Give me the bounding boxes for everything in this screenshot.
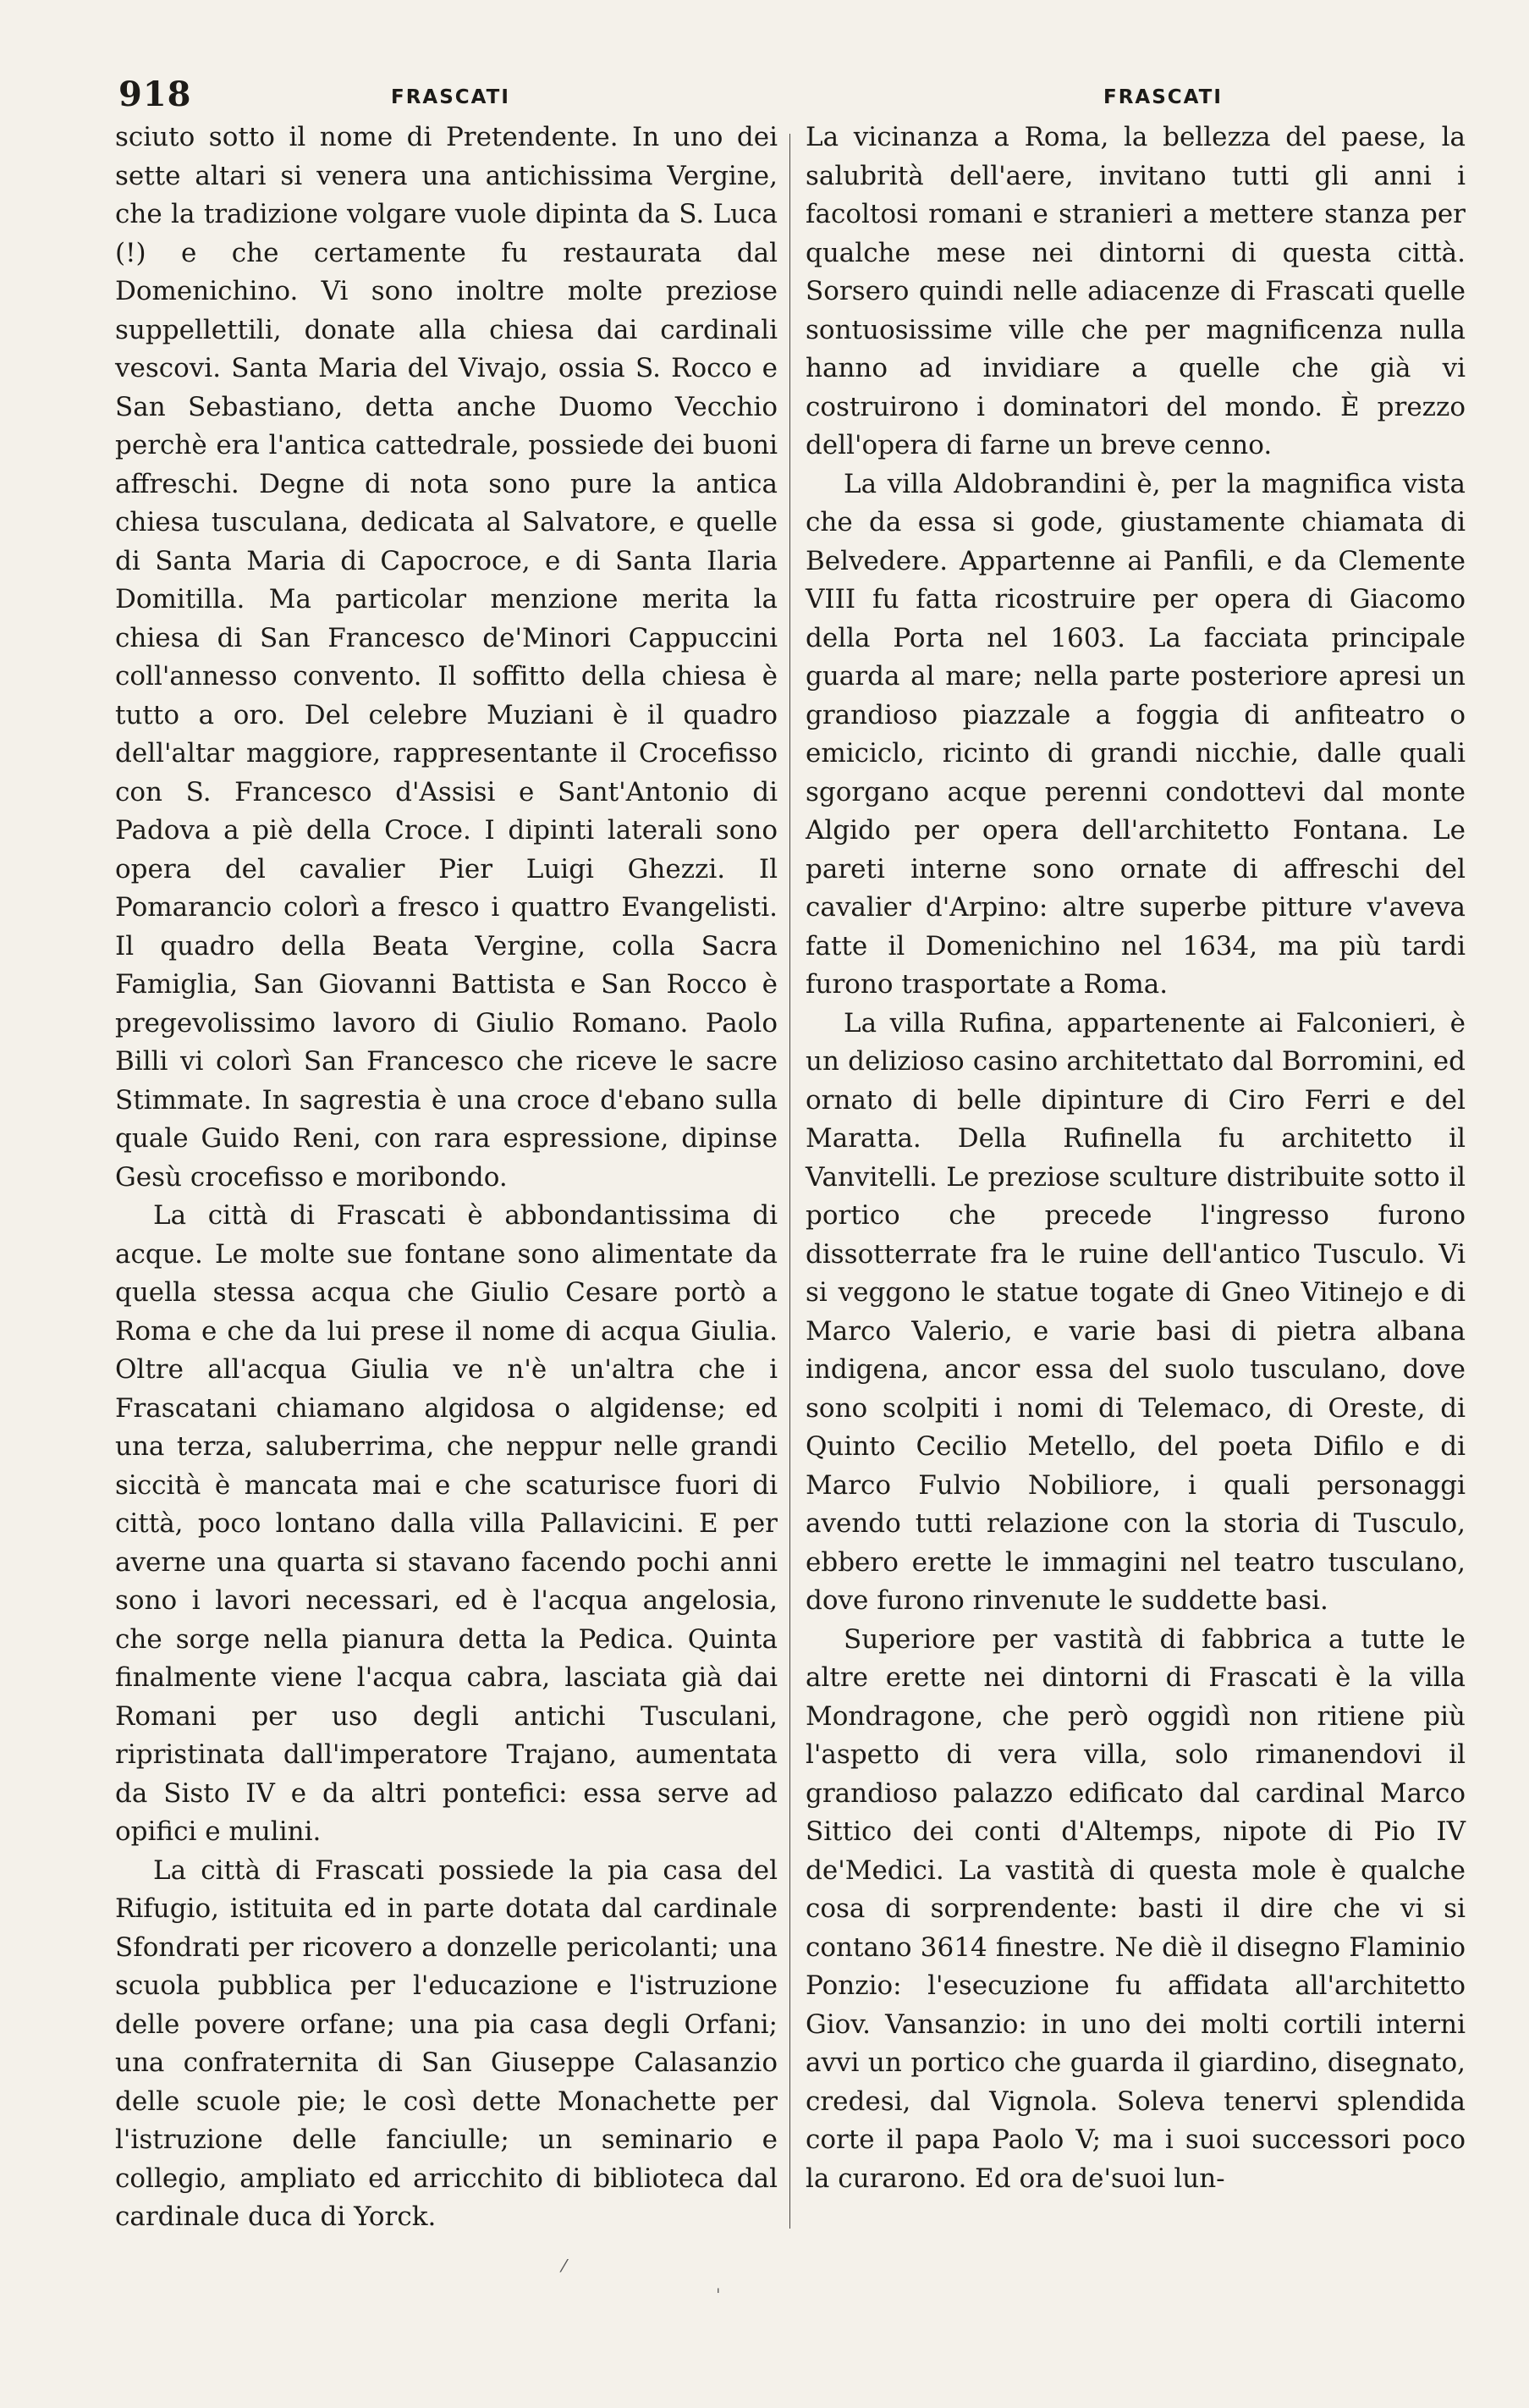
paragraph: sciuto sotto il nome di Pretendente. In uno dei sette altari si venera una antichissima Vergine, che la tradizione volgare vuole dipinta da S. Luca (!) e che certamente fu restaurata dal Domenichino. Vi sono inoltre molte preziose suppellettili, donate alla chiesa dai cardinali vescovi. Santa Maria del Vivajo, ossia S. Rocco e San Sebastiano, detta anche Duomo Vecchio perchè era l'antica cattedrale, possiede dei buoni affreschi. Degne di nota sono pure la antica chiesa tusculana, dedicata al Salvatore, e quelle di Santa Maria di Capocroce, e di Santa Ilaria Domitilla. Ma particolar menzione merita la chiesa di San Francesco de'Minori Cappuccini coll'annesso convento. Il soffitto della chiesa è tutto a oro. Del celebre Muziani è il quadro dell'altar maggiore, rappresentante il Crocefisso con S. Francesco d'Assisi e Sant'Antonio di Padova a piè della Croce. I dipinti laterali sono opera del cavalier Pier Luigi Ghezzi. Il Pomarancio colorì a fresco i quattro Evangelisti. Il quadro della Beata Vergine, colla Sacra Famiglia, San Giovanni Battista e San Rocco è pregevolissimo lavoro di Giulio Romano. Paolo Billi vi colorì San Francesco che riceve le sacre Stimmate. In sagrestia è una croce d'ebano sulla quale Guido Reni, con rara espressione, dipinse Gesù crocefisso e moribondo.	[115, 122, 778, 1193]
right-column	[806, 118, 1466, 2198]
paragraph: La città di Frascati possiede la pia casa del Rifugio, istituita ed in parte dotata dal cardinale Sfondrati per ricovero a donzelle pericolanti; una scuola pubblica per l'educazione e l'istruzione delle povere orfane; una pia casa degli Orfani; una confraternita di San Giuseppe Calasanzio delle scuole pie; le così dette Monachette per l'istruzione delle fanciulle; un seminario e collegio, ampliato ed arricchito di biblioteca dal cardinale duca di Yorck.	[115, 1854, 778, 2232]
paragraph: Superiore per vastità di fabbrica a tutte le altre erette nei dintorni di Frascati è la villa Mondragone, che però oggidì non ritiene più l'aspetto di vera villa, solo rimanendovi il grandioso palazzo edificato dal cardinal Marco Sittico dei conti d'Altemps, nipote di Pio IV de'Medici. La vastità di questa mole è qualche cosa di sorprendente: basti il dire che vi si contano 3614 finestre. Ne diè il disegno Flaminio Ponzio: l'esecuzione fu affidata all'architetto Giov. Vansanzio: in uno dei molti cortili interni avvi un portico che guarda il giardino, disegnato, credesi, dal Vignola. Soleva tenervi splendida corte il papa Paolo V; ma i suoi successori poco la curarono. Ed ora de'suoi lun-	[806, 1623, 1466, 2194]
paragraph: La villa Rufina, appartenente ai Falconieri, è un delizioso casino architettato dal Borromini, ed ornato di belle dipinture di Ciro Ferri e del Maratta. Della Rufinella fu architetto il Vanvitelli. Le preziose sculture distribuite sotto il portico che precede l'ingresso furono dissotterrate fra le ruine dell'antico Tusculo. Vi si veggono le statue togate di Gneo Vitinejo e di Marco Valerio, e varie basi di pietra albana indigena, ancor essa del suolo tusculano, dove sono scolpiti i nomi di Telemaco, di Oreste, di Quinto Cecilio Metello, del poeta Difilo e di Marco Fulvio Nobiliore, i quali personaggi avendo tutti relazione con la storia di Tusculo, ebbero erette le immagini nel teatro tusculano, dove furono rinvenute le suddette basi.	[806, 1007, 1466, 1616]
running-head-left: FRASCATI	[391, 86, 510, 108]
left-column	[115, 118, 778, 2237]
paragraph: La vicinanza a Roma, la bellezza del paese, la salubrità dell'aere, invitano tutti gli anni i facoltosi romani e stranieri a mettere stanza per qualche mese nei dintorni di questa città. Sorsero quindi nelle adiacenze di Frascati quelle sontuosissime ville che per magnificenza nulla hanno ad invidiare a quelle che già vi costruirono i dominatori del mondo. È prezzo dell'opera di farne un breve cenno.	[806, 122, 1466, 460]
page-number: 918	[118, 74, 192, 114]
column-divider	[789, 134, 790, 2229]
running-head-right: FRASCATI	[1103, 86, 1223, 108]
paragraph: La villa Aldobrandini è, per la magnifica vista che da essa si gode, giustamente chiamata di Belvedere. Appartenne ai Panfili, e da Clemente VIII fu fatta ricostruire per opera di Giacomo della Porta nel 1603. La facciata principale guarda al mare; nella parte posteriore apresi un grandioso piazzale a foggia di anfiteatro o emiciclo, ricinto di grandi nicchie, dalle quali sgorgano acque perenni condottevi dal monte Algido per opera dell'architetto Fontana. Le pareti interne sono ornate di affreschi del cavalier d'Arpino: altre superbe pitture v'aveva fatte il Domenichino nel 1634, ma più tardi furono trasportate a Roma.	[806, 468, 1466, 1000]
print-mark: ˈ	[716, 2285, 721, 2306]
paragraph: La città di Frascati è abbondantissima di acque. Le molte sue fontane sono alimentate da quella stessa acqua che Giulio Cesare portò a Roma e che da lui prese il nome di acqua Giulia. Oltre all'acqua Giulia ve n'è un'altra che i Frascatani chiamano algidosa o algidense; ed una terza, saluberrima, che neppur nelle grandi siccità è mancata mai e che scaturisce fuori di città, poco lontano dalla villa Pallavicini. E per averne una quarta si stavano facendo pochi anni sono i lavori necessari, ed è l'acqua angelosia, che sorge nella pianura detta la Pedica. Quinta finalmente viene l'acqua cabra, lasciata già dai Romani per uso degli antichi Tusculani, ripristinata dall'imperatore Trajano, aumentata da Sisto IV e da altri pontefici: essa serve ad opifici e mulini.	[115, 1200, 778, 1847]
print-mark: ⁄	[563, 2256, 566, 2276]
